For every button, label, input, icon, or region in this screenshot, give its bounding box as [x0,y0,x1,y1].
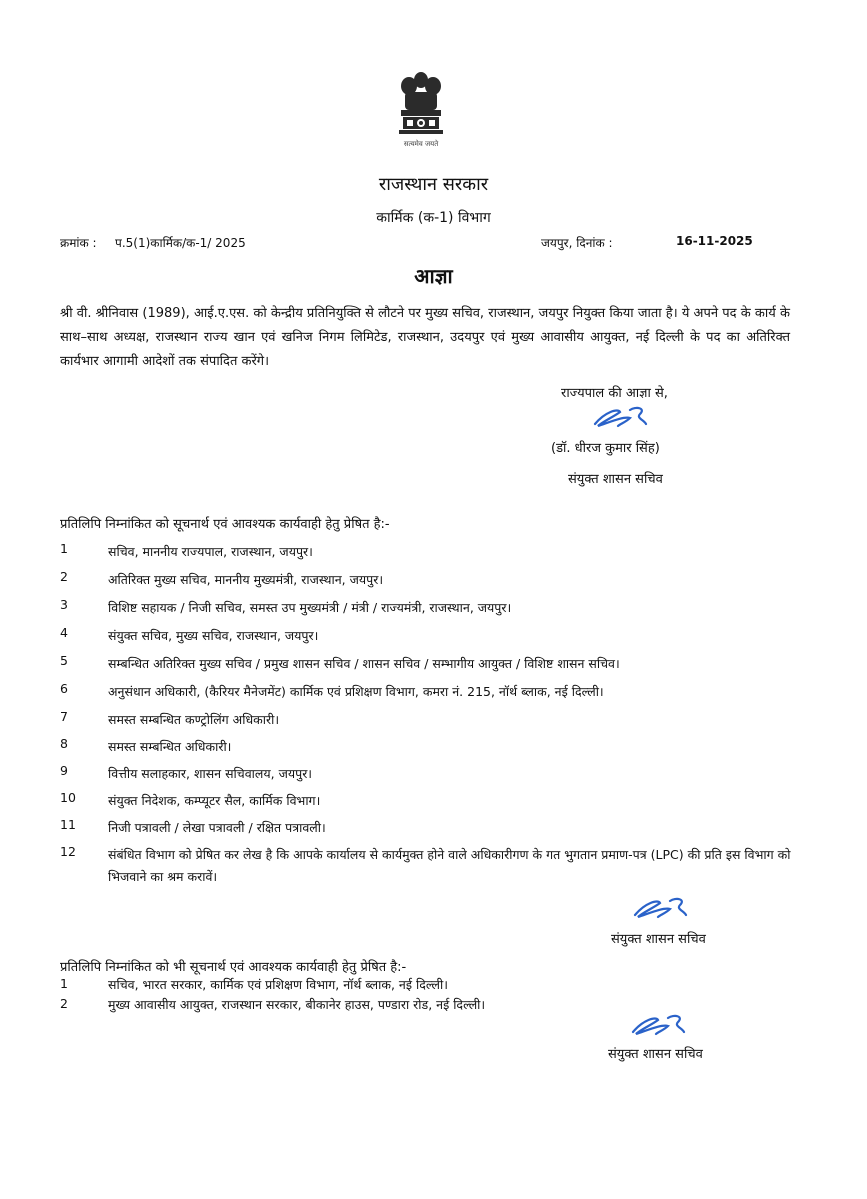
reference-number: प.5(1)कार्मिक/क-1/ 2025 [115,236,246,250]
signatory-name: (डॉ. धीरज कुमार सिंह) [551,441,660,456]
signature-mark-3 [628,1010,688,1044]
signing-authority: राज्यपाल की आज्ञा से, [561,386,668,401]
place-date-label: जयपुर, दिनांक : [541,236,613,250]
copy-to-heading-2: प्रतिलिपि निम्नांकित को भी सूचनार्थ एवं आवश्यक कार्यवाही हेतु प्रेषित है:- [60,960,407,975]
order-title: आज्ञा [414,264,453,288]
state-emblem-icon [393,70,449,150]
signatory-designation-2: संयुक्त शासन सचिव [611,932,706,947]
order-date: 16-11-2025 [676,234,753,248]
signatory-designation-3: संयुक्त शासन सचिव [608,1047,703,1062]
government-title: राजस्थान सरकार [378,174,489,195]
copy-to-heading: प्रतिलिपि निम्नांकित को सूचनार्थ एवं आवश्यक कार्यवाही हेतु प्रेषित है:- [60,517,390,532]
department-name: कार्मिक (क-1) विभाग [376,210,491,226]
signature-mark-2 [630,893,690,927]
order-body: श्री वी. श्रीनिवास (1989), आई.ए.एस. को केन्द्रीय प्रतिनियुक्ति से लौटने पर मुख्य सचिव, राजस्थान, जयपुर नियुक्त किया जाता है। ये अपने पद के कार्य के साथ–साथ अध्यक्ष, राजस्थान राज्य खान एवं खनिज निगम लिमिटेड, राजस्थान, उदयपुर एवं मुख्य आवासीय आयुक्त, नई दिल्ली के पद का अतिरिक्त कार्यभार आगामी आदेशों तक संपादित करेंगे। [60,306,790,369]
reference-label: क्रमांक : [60,236,97,250]
signatory-designation: संयुक्त शासन सचिव [568,472,663,487]
signature-mark-1 [590,402,650,436]
emblem-motto: सत्यमेव जयते [403,140,439,148]
